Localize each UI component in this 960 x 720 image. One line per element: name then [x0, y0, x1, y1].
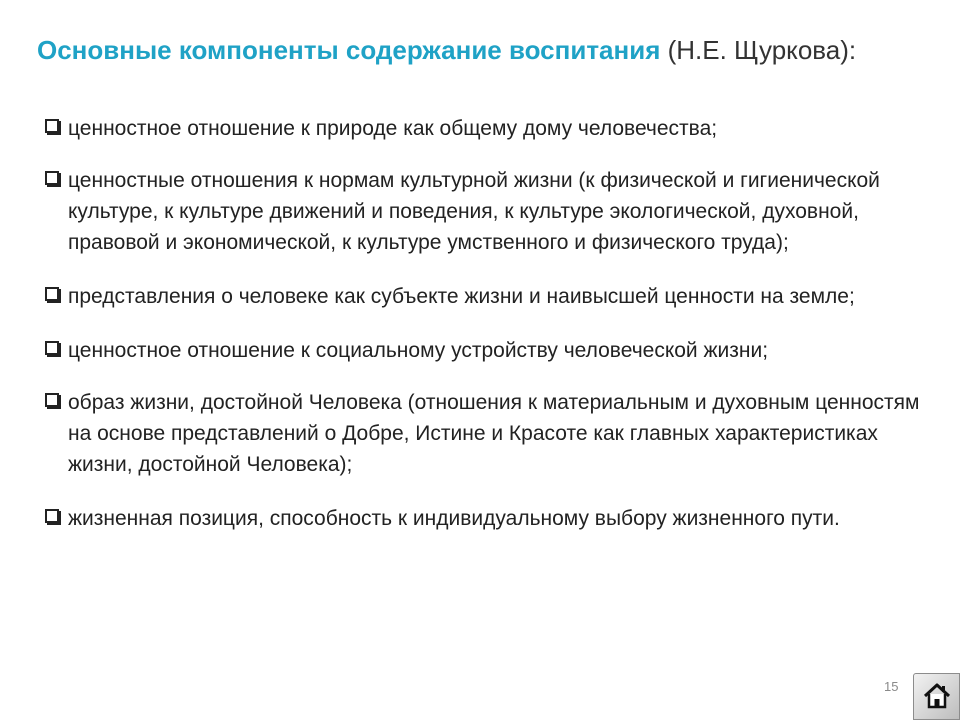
page-number: 15	[884, 679, 899, 694]
home-icon	[922, 681, 952, 711]
checkbox-bullet-icon	[45, 341, 59, 355]
list-item-text: ценностные отношения к нормам культурной жизни (к физической и гигиенической культуре, к культуре движений и поведения, к культуре экологической, духовной, правовой и экономической, к культуре умственного и физического труда);	[68, 169, 880, 254]
slide-title	[37, 30, 856, 70]
checkbox-bullet-icon	[45, 119, 59, 133]
checkbox-bullet-icon	[45, 509, 59, 523]
slide-title-author: (Н.Е. Щуркова):	[660, 35, 857, 65]
checkbox-bullet-icon	[45, 393, 59, 407]
list-item-text: ценностное отношение к социальному устройству человеческой жизни;	[68, 339, 769, 362]
list-item-text: представления о человеке как субъекте жизни и наивысшей ценности на земле;	[68, 285, 855, 308]
list-item	[40, 503, 930, 534]
checkbox-bullet-icon	[45, 287, 59, 301]
list-item-text: ценностное отношение к природе как общему дому человечества;	[68, 117, 718, 140]
bullet-list	[40, 113, 930, 557]
list-item	[40, 165, 930, 258]
home-button[interactable]	[913, 673, 960, 720]
list-item	[40, 335, 930, 366]
list-item-text: жизненная позиция, способность к индивидуальному выбору жизненного пути.	[68, 507, 840, 530]
list-item-text: образ жизни, достойной Человека (отношения к материальным и духовным ценностям на основе представлений о Добре, Истине и Красоте как главных характеристиках жизни, достойной Человека);	[68, 391, 920, 476]
slide-title-main: Основные компоненты содержание воспитания	[37, 35, 661, 65]
list-item	[40, 281, 930, 312]
checkbox-bullet-icon	[45, 171, 59, 185]
list-item	[40, 113, 930, 144]
list-item	[40, 387, 930, 480]
